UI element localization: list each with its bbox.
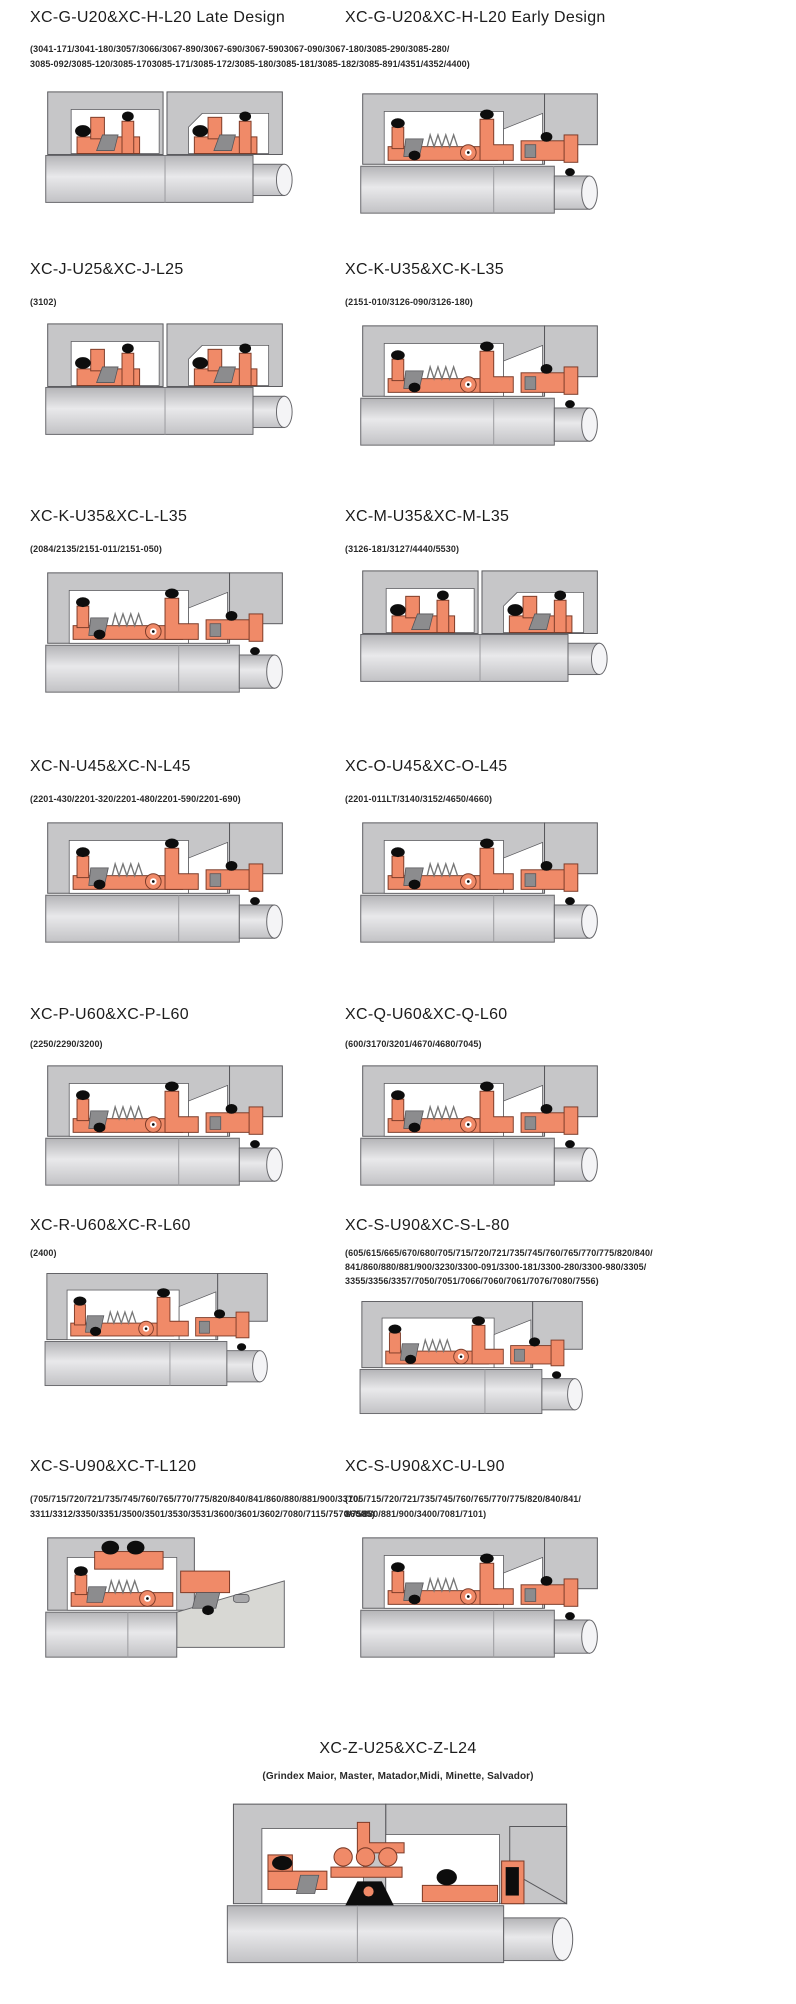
seal-cross-section-diagram <box>34 1532 298 1679</box>
seal-cross-section-diagram <box>34 1268 282 1406</box>
part-numbers <box>0 1769 796 1784</box>
part-numbers-line: (2201-011LT/3140/3152/4650/4660) <box>345 794 493 804</box>
part-numbers-line: 3355/3356/3357/7050/7051/7066/7060/7061/7076/7080/7556) <box>345 1276 599 1286</box>
row-1-diagrams <box>30 78 786 235</box>
seal-entry <box>345 1005 786 1210</box>
seal-cross-section-diagram <box>349 1532 613 1679</box>
seal-cross-section-diagram <box>349 1060 613 1207</box>
catalog-row-2 <box>0 250 796 499</box>
part-numbers <box>30 42 786 72</box>
seal-model-title: XC-J-U25&XC-J-L25 <box>30 261 184 278</box>
seal-model-title: XC-P-U60&XC-P-L60 <box>30 1006 189 1023</box>
catalog-footer-entry <box>0 1727 796 2004</box>
seal-cross-section-diagram <box>349 1296 597 1434</box>
part-numbers-line: (Grindex Maior, Master, Matador,Midi, Minette, Salvador) <box>262 1771 534 1782</box>
seal-model-title: XC-N-U45&XC-N-L45 <box>30 758 191 775</box>
part-numbers-line: (2151-010/3126-090/3126-180) <box>345 297 473 307</box>
seal-model-title: XC-K-U35&XC-K-L35 <box>345 261 504 278</box>
seal-model-title: XC-S-U90&XC-S-L-80 <box>345 1217 510 1234</box>
part-numbers-line: 860/880/881/900/3400/7081/7101) <box>345 1509 487 1519</box>
seal-cross-section-diagram <box>34 88 298 225</box>
seal-model-title: XC-M-U35&XC-M-L35 <box>345 508 510 525</box>
part-numbers <box>345 295 786 310</box>
seal-model-title: XC-G-U20&XC-H-L20 Early Design <box>345 9 606 26</box>
seal-entry <box>30 757 345 997</box>
seal-model-title: XC-Q-U60&XC-Q-L60 <box>345 1006 508 1023</box>
part-numbers-line: 841/860/880/881/900/3230/3300-091/3300-181/3300-280/3300-980/3305/ <box>345 1262 647 1272</box>
seal-entry <box>345 507 786 747</box>
part-numbers-line: 3085-092/3085-120/3085-1703085-171/3085-172/3085-180/3085-181/3085-182/3085-891/4351/4352/4400) <box>30 59 470 69</box>
seal-entry <box>30 1457 375 1727</box>
part-numbers <box>30 792 345 807</box>
part-numbers-line: (705/715/720/721/735/745/760/765/770/775/820/840/841/ <box>345 1494 582 1504</box>
catalog-row-7 <box>0 1447 796 1727</box>
part-numbers <box>345 1037 786 1052</box>
seal-model-title: XC-G-U20&XC-H-L20 Late Design <box>30 9 286 26</box>
seal-model-title: XC-K-U35&XC-L-L35 <box>30 508 188 525</box>
seal-cross-section-diagram <box>34 320 298 457</box>
catalog-row-5 <box>0 997 796 1210</box>
part-numbers <box>30 1037 345 1052</box>
part-numbers-line: (600/3170/3201/4670/4680/7045) <box>345 1039 482 1049</box>
part-numbers <box>30 1492 375 1522</box>
diagram-wrap <box>345 78 786 235</box>
seal-model-title: XC-Z-U25&XC-Z-L24 <box>319 1740 477 1757</box>
seal-model-title: XC-S-U90&XC-T-L120 <box>30 1458 197 1475</box>
seal-entry <box>345 1457 786 1727</box>
part-numbers-line: (2084/2135/2151-011/2151-050) <box>30 544 163 554</box>
part-numbers-line: (2201-430/2201-320/2201-480/2201-590/2201-690) <box>30 794 241 804</box>
seal-cross-section-diagram <box>349 88 613 235</box>
part-numbers <box>30 542 345 557</box>
catalog-row-4 <box>0 747 796 997</box>
seal-entry <box>30 507 345 747</box>
catalog-row-6 <box>0 1210 796 1447</box>
part-numbers-line: (3102) <box>30 297 57 307</box>
seal-entry <box>30 260 345 499</box>
part-numbers <box>30 295 345 310</box>
seal-entry <box>345 1216 786 1447</box>
part-numbers-line: 3311/3312/3350/3351/3500/3501/3530/3531/3600/3601/3602/7080/7115/7570/7585) <box>30 1509 375 1519</box>
seal-model-title: XC-R-U60&XC-R-L60 <box>30 1217 191 1234</box>
seal-cross-section-diagram <box>349 567 613 704</box>
seal-entry <box>345 757 786 997</box>
seal-entry <box>30 1005 345 1210</box>
seal-cross-section-diagram <box>349 320 613 467</box>
catalog-row-3 <box>0 499 796 747</box>
catalog-row-1 <box>0 0 796 250</box>
seal-cross-section-diagram <box>34 1060 298 1207</box>
seal-model-title: XC-O-U45&XC-O-L45 <box>345 758 508 775</box>
part-numbers-line: (2400) <box>30 1248 57 1258</box>
part-numbers-line: (2250/2290/3200) <box>30 1039 103 1049</box>
seal-entry <box>30 1216 345 1447</box>
seal-entry <box>345 260 786 499</box>
seal-cross-section-diagram <box>34 567 298 714</box>
seal-cross-section-diagram <box>349 817 613 964</box>
part-numbers <box>345 1246 786 1288</box>
part-numbers-line: (3126-181/3127/4440/5530) <box>345 544 460 554</box>
row-1-titles <box>30 8 786 28</box>
seal-cross-section-diagram <box>34 817 298 964</box>
diagram-wrap <box>30 78 345 235</box>
part-numbers <box>345 792 786 807</box>
part-numbers-line: (705/715/720/721/735/745/760/765/770/775/820/840/841/860/880/881/900/3310/ <box>30 1494 361 1504</box>
seal-model-title: XC-S-U90&XC-U-L90 <box>345 1458 505 1475</box>
part-numbers <box>30 1246 345 1260</box>
part-numbers-line: (605/615/665/670/680/705/715/720/721/735/745/760/765/770/775/820/840/ <box>345 1248 653 1258</box>
part-numbers <box>345 542 786 557</box>
part-numbers <box>345 1492 786 1522</box>
part-numbers-line: (3041-171/3041-180/3057/3066/3067-890/3067-690/3067-5903067-090/3067-180/3085-290/3085-280/ <box>30 44 450 54</box>
seal-cross-section-diagram <box>205 1796 591 1999</box>
